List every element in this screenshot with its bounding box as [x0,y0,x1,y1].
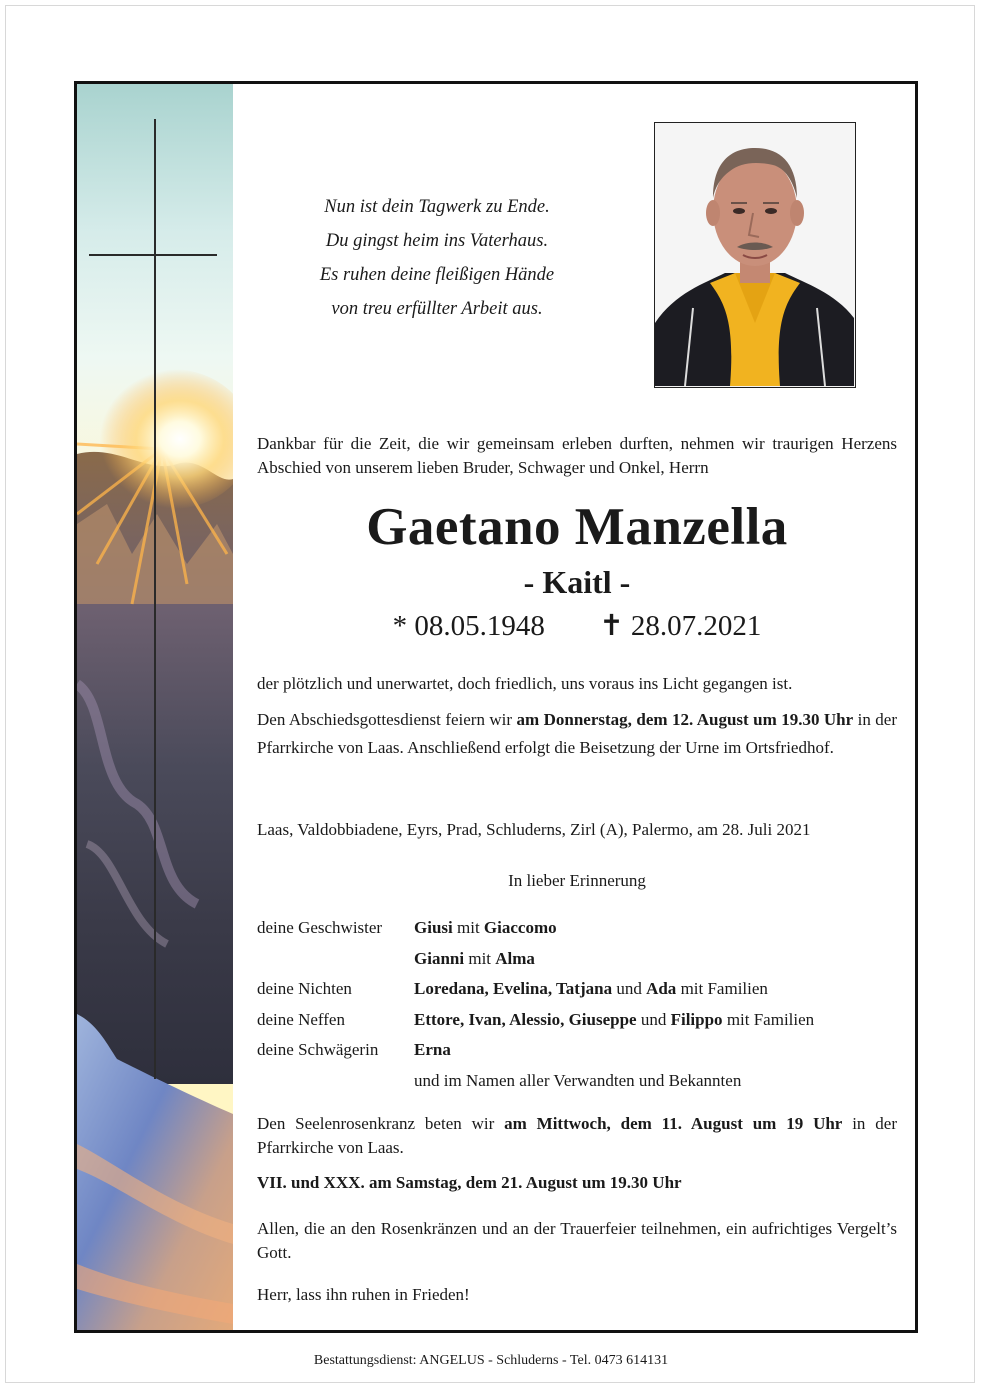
family-connector: mit [452,918,484,937]
family-row [257,1008,897,1039]
deceased-nickname: - Kaitl - [523,564,631,600]
family-list [257,916,897,1099]
family-name: Giusi [414,918,453,937]
poem-line: Du gingst heim ins Vaterhaus. [325,231,549,251]
family-connector: mit [464,948,496,968]
memory-line: In lieber Erinnerung [508,871,646,890]
family-relation: deine Schwägerin [257,1040,379,1059]
death-cross-symbol: ✝ [599,610,624,642]
family-names [414,1038,451,1062]
deceased-portrait-photo [654,122,856,388]
poem [257,190,617,326]
family-row [257,977,897,1008]
family-connector: und im Namen aller Verwandten und Bekannten [414,1070,742,1090]
service-paragraph [257,706,897,762]
family-relation: deine Neffen [257,1009,345,1029]
death-date: 28.07.2021 [630,610,762,642]
rosary-date-time: am Mittwoch, dem 11. August um 19 Uhr [504,1114,843,1133]
birth-symbol: * [392,610,408,642]
family-names [414,977,768,1001]
cross-horizontal-line [89,254,217,256]
life-dates [257,608,897,644]
places-and-date: Laas, Valdobbiadene, Eyrs, Prad, Schluderns, Zirl (A), Palermo, am 28. Juli 2021 [257,820,811,839]
birth-date: 08.05.1948 [414,610,545,642]
family-name: Filippo [670,1009,723,1029]
rosary-location-text: in der Pfarrkirche von Laas. [257,1114,897,1157]
rosary-paragraph [257,1112,897,1160]
service-text: Den Abschiedsgottesdienst feiern wir [257,710,517,729]
family-relation: deine Geschwister [257,918,383,937]
poem-line: Nun ist dein Tagwerk zu Ende. [324,197,550,217]
family-name: Erna [414,1040,451,1059]
family-row [257,1069,897,1100]
family-name: Loredana, Evelina, Tatjana [414,979,613,998]
family-names [414,1069,741,1093]
family-connector: und [636,1009,671,1029]
obituary-card [74,81,918,1333]
cross-vertical-line [154,119,156,1079]
memorial-masses: VII. und XXX. am Samstag, dem 21. August um 19.30 Uhr [257,1173,682,1192]
family-name: Alma [495,948,535,968]
family-name: Ettore, Ivan, Alessio, Giuseppe [414,1009,637,1029]
family-name: Giaccomo [483,918,557,937]
service-location-text: in der Pfarrkirche von Laas. Anschließend erfolgt die Beisetzung der Urne im Ortsfriedhof. [257,710,898,757]
thanks-paragraph: Allen, die an den Rosenkränzen und an der Trauerfeier teilnehmen, ein aufrichtiges Vergelt’s Gott. [257,1219,897,1262]
family-connector: mit Familien [676,979,768,998]
family-name: Ada [646,979,677,998]
family-row [257,916,897,947]
closing-line: Herr, lass ihn ruhen in Frieden! [257,1285,470,1304]
family-connector: mit Familien [722,1009,815,1029]
sudden-death-text: der plötzlich und unerwartet, doch friedlich, uns voraus ins Licht gegangen ist. [257,674,793,693]
rosary-text: Den Seelenrosenkranz beten wir [257,1114,505,1133]
family-row [257,1038,897,1069]
family-name: Gianni [414,948,465,968]
family-connector: und [612,979,647,998]
poem-line: von treu erfüllter Arbeit aus. [331,299,543,319]
deceased-name: Gaetano Manzella [366,498,788,556]
family-row [257,947,897,978]
family-names [414,947,535,971]
family-names [414,1008,814,1032]
intro-paragraph: Dankbar für die Zeit, die wir gemeinsam erleben durften, nehmen wir traurigen Herzens Abschied von unserem lieben Bruder, Schwager und Onkel, Herrn [257,434,897,477]
family-relation: deine Nichten [257,979,352,998]
poem-line: Es ruhen deine fleißigen Hände [319,265,555,285]
service-date-time: am Donnerstag, dem 12. August um 19.30 Uhr [516,710,854,729]
family-names [414,916,557,940]
funeral-service-footer: Bestattungsdienst: ANGELUS - Schluderns - Tel. 0473 614131 [313,1353,669,1368]
